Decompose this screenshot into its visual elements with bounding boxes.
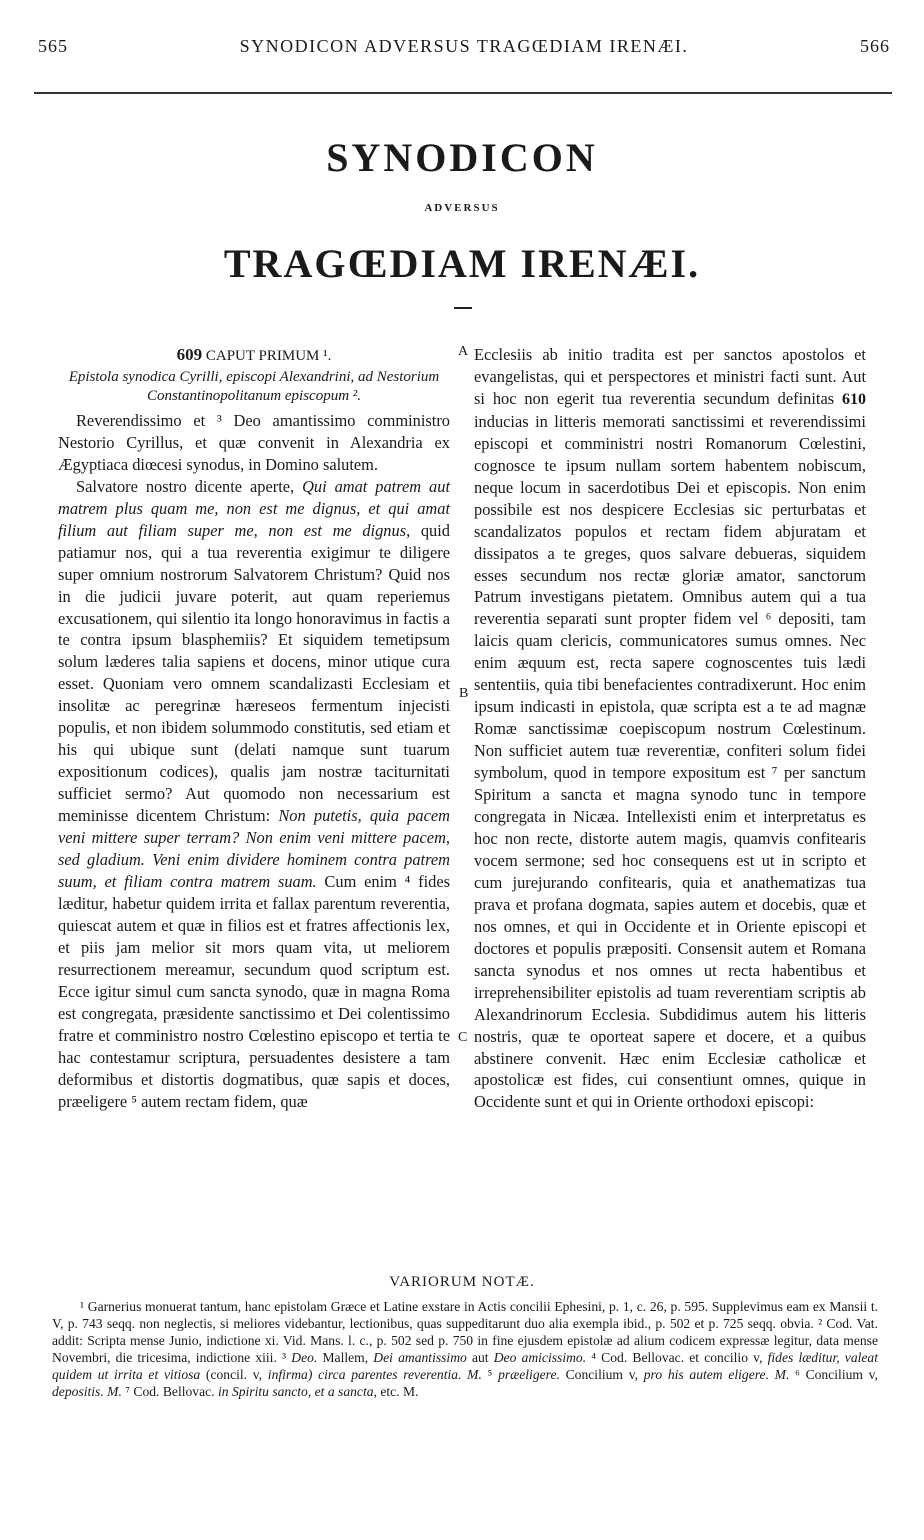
title-sub: ADVERSUS (424, 202, 500, 214)
note-3-variant: Dei amantissimo (373, 1350, 467, 1366)
note-6-variant: depositis. M. (52, 1384, 122, 1400)
margin-letter-b: B (459, 686, 469, 701)
pg-number-610: 610 (842, 390, 866, 408)
page-number-left: 565 (38, 36, 68, 56)
text-run: , quid patiamur nos, qui a tua reverentia exigimur te diligere super omnium nostrorum Salvatorem Christum? Quid nos in die judicii juvare poterit, aut quam reperiemus excusationem, qui silentio ita longo honoravimus in factis a te contra ipsum blasphemiis? Et siquidem temetipsum solum læderes talia sapiens et docens, minor utique cura esset. Quoniam vero omnem scandalizasti Ecclesiam et insolitæ ac peregrinæ hæreseos fermentum injecisti populis, et non ibidem solummodo constitutis, sed etiam et his qui ubique sunt (delati namque sunt tuarum expositionum codices), qualis jam nostræ taciturnitati sufficiet sermo? Aut quomodo non necessarium est meminisse dicentem Christum: (58, 520, 450, 826)
text-run: Salvatore nostro dicente aperte, (76, 476, 303, 496)
text-run: inducias in litteris memorati sanctissimi et reverendissimi episcopi et comministri nostri Romanorum Cœlestini, cognosce te ipsum nullam sortem habentem nobiscum, neque locum in sacerdotibus Dei et episcopis. Non enim possibile est nos despicere Ecclesias sic perturbatas et scandalizatos populos et rectam fidem abjuratam et dissipatos a te greges, quos salvare debueras, siquidem esses secundum nos rectæ gloriæ amator, sanctorum Patrum investigans pietatem. Omnibus autem qui a tua reverentia separati sunt propter fidem vel ⁶ depositi, tam laicis quam clericis, communicatores sumus omnes. Nec enim æquum est, recta sapere cognoscentes tuis lædi sententiis, quia tibi benefacientes contradixerunt. Hoc enim ipsum indicasti in epistola, quæ scripta est a te ad magnæ Romæ sanctissimæ coepiscopum nostrum Cœlestinum. Non sufficiet autem tuæ reverentiæ, confiteri solum fidei symbolum, quod in tempore expositum est ⁷ per sanctum Spiritum a sancta et magna synodo tunc in tempore congregata in Nicæa. Intellexisti enim et interpretatus es hoc non recte, distorte autem magis, quamvis confitearis vocem sermone; sed hoc consequens est ut in scripto et cum jurejurando confitearis, quia et anathematizas tua prava et profana dogmata, sapies autem et docebis, quæ et nos omnes, et qui in Occidente et in Oriente episcopi et doctores et populis præpositi. Consensit autem et Romana sancta synodus et nos omnes ut recta habentibus et irreprehensibiliter epistolis ad tuam reverentiam scriptis ab Alexandrinorum Ecclesia. Subdidimus autem his litteris nostris, quæ te oporteat sapere et docere, et a quibus abstinere convenit. Hæc enim Ecclesiæ catholicæ et apostolicæ est fides, cui consentiunt omnes, quique in Occidente sunt et qui in Oriente orthodoxi episcopi: (474, 411, 866, 1112)
note-7-variant: in Spiritu sancto, et a sancta (217, 1384, 374, 1400)
note-5: ⁵ (481, 1367, 499, 1383)
pg-number-609: 609 (176, 345, 203, 364)
epigraph: Epistola synodica Cyrilli, episcopi Alexandrini, ad Nestorium Constantinopolitanum episcopum ². (68, 368, 440, 404)
text-run: Ecclesiis ab initio tradita est per sanctos apostolos et evangelistas, qui et perspectores et ministri facti sunt. Aut si hoc non egerit tua reverentia secundum definitas (474, 345, 866, 408)
header-rule (34, 92, 892, 94)
note-7-text: , etc. M. (373, 1384, 419, 1400)
paragraph-continued (474, 344, 866, 1113)
running-head (38, 36, 890, 62)
paragraph-salutation: Reverendissimo et ³ Deo amantissimo comministro Nestorio Cyrillus, et quæ convenit in Alexandria ex Ægyptiaca diœcesi synodus, in Domino salutem. (58, 410, 450, 474)
right-column (474, 344, 866, 1113)
title-divider (454, 307, 472, 309)
margin-letter-a: A (458, 344, 469, 359)
note-3: ³ (276, 1350, 292, 1366)
text-run: Cum enim ⁴ fides læditur, habetur quidem irrita et fallax parentum reverentia, quiescat autem et quæ in filios est et fratres affectionis lex, et piis jam melior sit mors quam vita, ut meliorem resurrectionem mereamur, secundum quod scriptum est. Ecce igitur simul cum sancta synodo, quæ in magna Roma est congregata, præsidente sanctissimo et Dei colentissimo fratre et comministro nostro Cœlestino episcopo et tertia te hac contestamur scriptura, persuadentes desistere a tam deformibus et distortis dogmatibus, quæ sapis et doces, præeligere ⁵ autem rectam fidem, quæ (58, 871, 451, 1111)
footnotes (52, 1298, 878, 1401)
margin-letter-c: C (458, 1030, 468, 1045)
note-3-variant: Deo amicissimo. (493, 1350, 587, 1366)
chapter-heading (58, 344, 450, 368)
note-4: ⁴ Cod. Bellovac. et concilio v, (586, 1350, 768, 1366)
note-1: ¹ Garnerius monuerat tantum, hanc epistolam Græce et Latine exstare in Actis concilii Ephesini, p. 1, c. 26, p. 595. Supplevimus eam ex Mansii t. V, p. 743 seqq. non neglectis, si meliores videbantur, lectionibus, quas suppeditarunt duo alia exempla ibid., p. 502 et p. 725 seqq. obvia. (52, 1299, 878, 1332)
note-5-text: Concilium v, (559, 1367, 644, 1383)
note-5-variant: pro his autem eligere. M. (643, 1367, 790, 1383)
note-5-term: præeligere. (498, 1367, 560, 1383)
note-3-text: Mallem, (317, 1350, 374, 1366)
quote-matthew-1: Qui amat patrem aut matrem plus quam me, non est me dignus, et qui amat filium aut filiam super me, non est me dignus (58, 476, 450, 540)
title-main: SYNODICON (326, 135, 598, 180)
chapter-title: CAPUT PRIMUM ¹. (205, 348, 332, 364)
left-column (58, 344, 450, 1112)
note-4-variant: infirma) circa parentes reverentia. M. (267, 1367, 482, 1383)
note-2: ² Cod. Vat. addit: Scripta mense Junio, indictione xi. Vid. Mans. l. c., p. 502 sed p. 750 in fine ejusdem epistolæ ad alium codicem expressæ legitur, data mense Novembri, die tricesima, indictione xiii. (52, 1316, 878, 1366)
notes-heading: VARIORUM NOTÆ. (389, 1274, 535, 1290)
note-3-term: Deo. (291, 1350, 318, 1366)
note-6: ⁶ Concilium v, (789, 1367, 878, 1383)
note-3-text: aut (466, 1350, 494, 1366)
note-7: ⁷ Cod. Bellovac. (121, 1384, 218, 1400)
note-4-variant: fides læditur, valeat quidem ut irrita et vitiosa (52, 1350, 878, 1383)
page-number-right: 566 (860, 36, 890, 56)
quote-matthew-2: Non putetis, quia pacem veni mittere super terram? Non enim veni mittere pacem, sed gladium. Veni enim dividere hominem contra patrem suum, et filiam contra matrem suam. (58, 806, 451, 891)
title-second: TRAGŒDIAM IRENÆI. (223, 241, 701, 286)
running-title: SYNODICON ADVERSUS TRAGŒDIAM IRENÆI. (239, 36, 689, 56)
note-4-text: (concil. v, (200, 1367, 268, 1383)
paragraph-main (58, 476, 450, 1113)
